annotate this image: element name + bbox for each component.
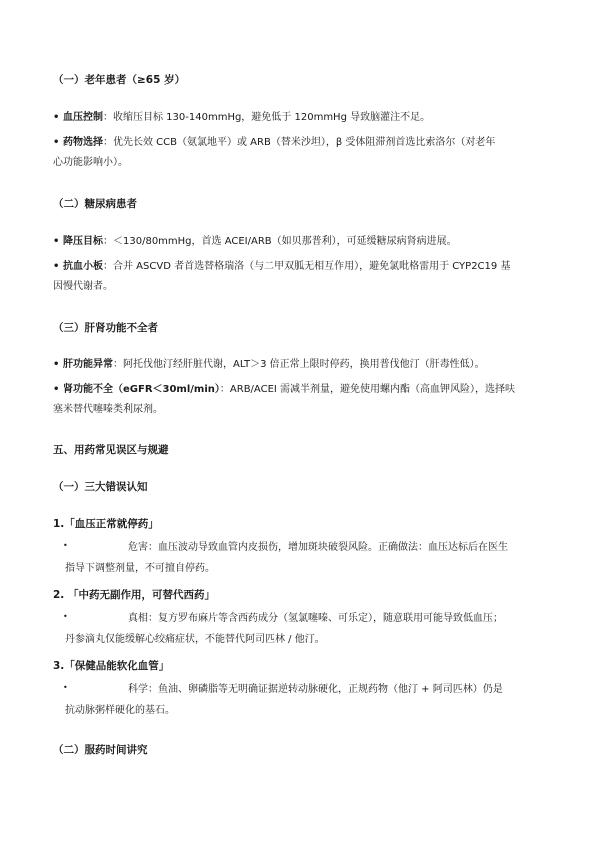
item-label: 药物选择: [63, 137, 103, 148]
list-item: [53, 611, 553, 627]
item-text: 危害：血压波动导致血管内皮损伤，增加斑块破裂风险。正确做法：血压达标后在医生: [128, 542, 508, 553]
bullet-icon: •: [53, 112, 60, 123]
item-continuation: 指导下调整剂量，不可擅自停药。: [65, 563, 215, 574]
section-heading-elderly: （一）老年患者（≥65 岁）: [53, 74, 186, 86]
bullet-icon: •: [53, 137, 60, 148]
item-text: 科学：鱼油、卵磷脂等无明确证据逆转动脉硬化，正规药物（他汀 + 阿司匹林）仍是: [128, 684, 503, 695]
list-item: [53, 110, 553, 126]
bullet-icon: •: [63, 541, 68, 550]
item-text: ：收缩压目标 130-140mmHg，避免低于 120mmHg 导致脑灌注不足。: [103, 112, 431, 123]
item-text: ：阿托伐他汀经肝脏代谢，ALT＞3 倍正常上限时停药，换用普伐他汀（肝毒性低）。: [113, 359, 485, 370]
list-item: [53, 382, 553, 398]
item-text: ：合并 ASCVD 者首选替格瑞洛（与二甲双胍无相互作用），避免氯吡格雷用于 CYP2C19 基: [103, 261, 511, 272]
misconception-title: 3.「保健品能软化血管」: [53, 660, 170, 672]
item-continuation: 塞米替代噻嗪类利尿剂。: [53, 404, 163, 415]
list-item: [53, 357, 553, 373]
bullet-icon: •: [53, 359, 60, 370]
subsection-heading-three-errors: （一）三大错误认知: [53, 481, 148, 493]
item-continuation: 抗动脉粥样硬化的基石。: [65, 705, 175, 716]
list-item: [53, 682, 553, 698]
item-text: ：优先长效 CCB（氨氯地平）或 ARB（替米沙坦），β 受体阻滞剂首选比索洛尔（对老年: [103, 137, 496, 148]
item-text: ：ARB/ACEI 需减半剂量，避免使用螺内酯（高血钾风险），选择呋: [219, 384, 516, 395]
bullet-icon: •: [53, 236, 60, 247]
item-continuation: 心功能影响小）。: [53, 157, 128, 168]
item-text: 真相：复方罗布麻片等含西药成分（氢氯噻嗪、可乐定），随意联用可能导致低血压；: [128, 613, 503, 624]
item-continuation: 丹参滴丸仅能缓解心绞痛症状，不能替代阿司匹林 / 他汀。: [65, 634, 325, 645]
item-text: ：＜130/80mmHg，首选 ACEI/ARB（如贝那普利），可延缓糖尿病肾病进展。: [103, 236, 457, 247]
list-item: [53, 135, 553, 151]
list-item: [53, 259, 553, 275]
bullet-icon: •: [53, 261, 60, 272]
list-item: [53, 234, 553, 250]
item-label: 肾功能不全（eGFR＜30ml/min）: [63, 384, 220, 395]
section-heading-misconceptions: 五、用药常见误区与规避: [53, 444, 169, 456]
section-heading-liver-kidney: （三）肝肾功能不全者: [53, 322, 158, 334]
item-continuation: 因慢代谢者。: [53, 281, 113, 292]
item-label: 降压目标: [63, 236, 103, 247]
subsection-heading-timing: （二）服药时间讲究: [53, 744, 148, 756]
misconception-title: 1.「血压正常就停药」: [53, 518, 159, 530]
item-label: 肝功能异常: [63, 359, 113, 370]
misconception-title: 2. 「中药无副作用，可替代西药」: [53, 589, 215, 601]
bullet-icon: •: [63, 612, 68, 621]
item-label: 抗血小板: [63, 261, 103, 272]
bullet-icon: •: [63, 683, 68, 692]
bullet-icon: •: [53, 384, 60, 395]
item-label: 血压控制: [63, 112, 103, 123]
section-heading-diabetes: （二）糖尿病患者: [53, 198, 137, 210]
list-item: [53, 540, 553, 556]
